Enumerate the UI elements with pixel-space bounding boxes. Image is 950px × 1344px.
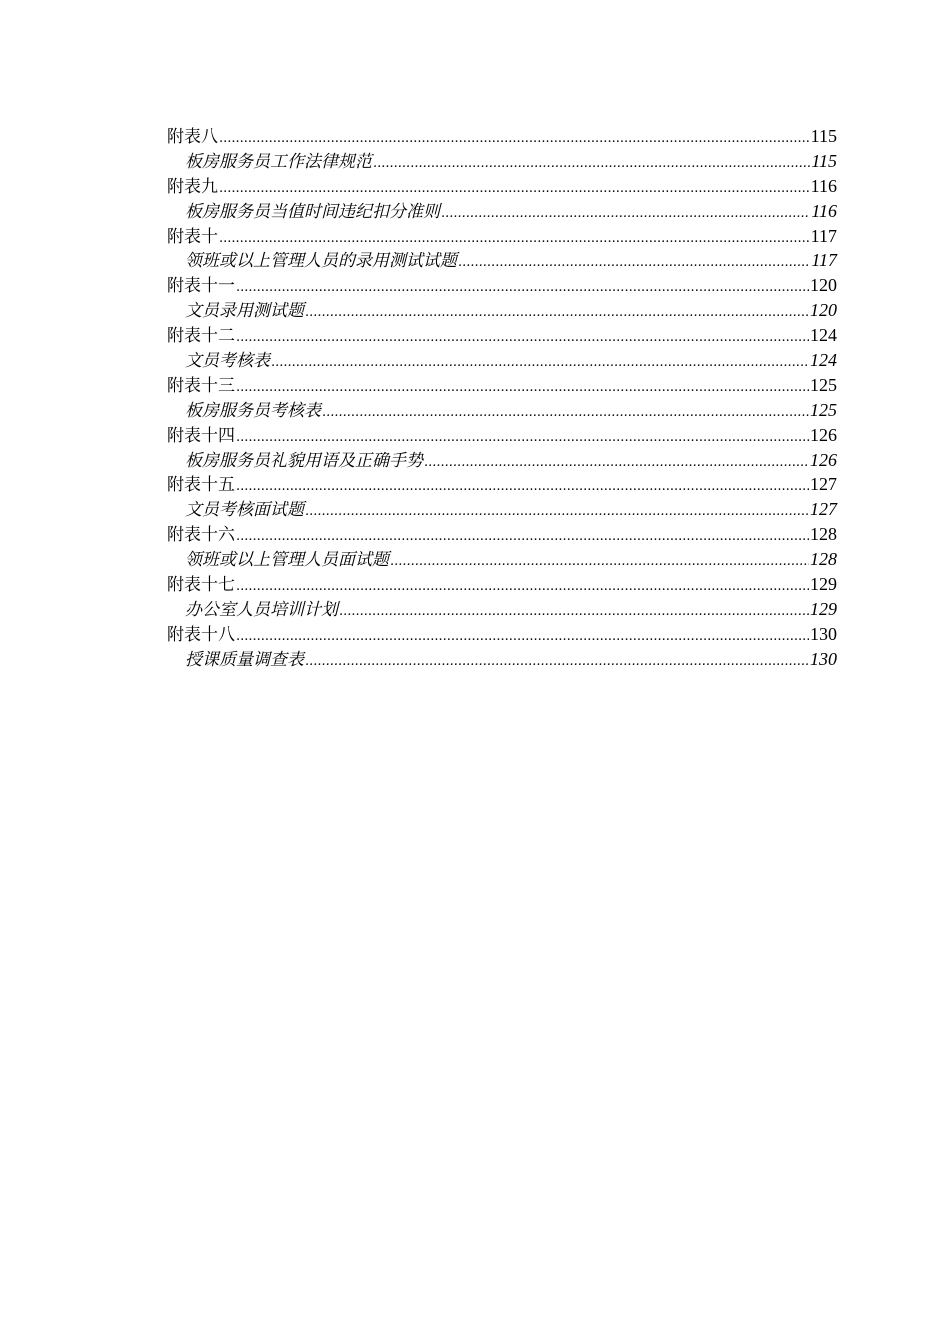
toc-entry-title: 附表十 [167,226,218,247]
toc-subentry[interactable] [167,199,837,224]
toc-page-number: 124 [810,350,837,371]
toc-page-number: 129 [810,574,837,595]
toc-entry-title: 办公室人员培训计划 [185,599,338,620]
toc-dot-leader [322,401,809,426]
toc-dot-leader [236,326,809,351]
toc-subentry[interactable] [167,547,837,572]
toc-page-number: 125 [810,374,837,395]
toc-page-number: 120 [810,275,837,296]
toc-dot-leader [390,550,809,575]
toc-page-number: 128 [810,524,837,545]
toc-dot-leader [305,650,809,675]
toc-entry-title: 附表十三 [167,375,235,396]
toc-dot-leader [236,276,809,301]
toc-entry[interactable] [167,373,837,398]
toc-page-number: 124 [810,325,837,346]
toc-entry[interactable] [167,472,837,497]
toc-entry[interactable] [167,273,837,298]
toc-dot-leader [219,177,810,202]
toc-entry-title: 文员录用测试题 [185,301,304,322]
toc-subentry[interactable] [167,647,837,672]
table-of-contents [167,124,837,672]
toc-entry-title: 附表十二 [167,326,235,347]
toc-dot-leader [219,227,810,252]
toc-dot-leader [424,451,809,476]
toc-entry-title: 附表十八 [167,624,235,645]
toc-subentry[interactable] [167,348,837,373]
toc-entry-title: 板房服务员考核表 [185,400,321,421]
toc-dot-leader [236,525,809,550]
toc-dot-leader [339,600,809,625]
toc-entry-title: 板房服务员工作法律规范 [185,151,372,172]
toc-entry[interactable] [167,323,837,348]
toc-entry[interactable] [167,124,837,149]
toc-dot-leader [373,152,810,177]
toc-subentry[interactable] [167,398,837,423]
toc-page-number: 130 [810,623,837,644]
toc-page-number: 127 [810,474,837,495]
toc-dot-leader [441,202,810,227]
toc-page-number: 126 [810,424,837,445]
toc-entry[interactable] [167,174,837,199]
toc-entry-title: 领班或以上管理人员面试题 [185,550,389,571]
toc-page-number: 128 [810,549,837,570]
toc-entry-title: 文员考核面试题 [185,500,304,521]
toc-entry-title: 领班或以上管理人员的录用测试试题 [185,251,457,272]
toc-entry-title: 附表十五 [167,475,235,496]
toc-entry-title: 附表十六 [167,525,235,546]
toc-entry-title: 附表十七 [167,575,235,596]
toc-entry-title: 附表九 [167,176,218,197]
toc-entry-title: 附表十四 [167,425,235,446]
toc-entry[interactable] [167,423,837,448]
toc-dot-leader [236,475,809,500]
toc-dot-leader [271,351,809,376]
toc-page-number: 129 [810,598,837,619]
toc-entry-title: 文员考核表 [185,351,270,372]
toc-entry-title: 授课质量调查表 [185,649,304,670]
toc-entry-title: 附表十一 [167,276,235,297]
toc-entry-title: 附表八 [167,127,218,147]
toc-dot-leader [236,625,809,650]
toc-dot-leader [305,500,809,525]
toc-entry[interactable] [167,622,837,647]
toc-page-number: 115 [810,126,837,146]
toc-dot-leader [219,127,810,152]
toc-page-number: 130 [810,648,837,669]
toc-subentry[interactable] [167,248,837,273]
toc-page-number: 127 [810,499,837,520]
toc-page-number: 117 [810,225,837,246]
toc-subentry[interactable] [167,448,837,473]
toc-dot-leader [236,426,809,451]
toc-subentry[interactable] [167,149,837,174]
toc-page-number: 125 [810,399,837,420]
toc-dot-leader [305,301,809,326]
toc-page-number: 116 [811,200,837,221]
toc-page-number: 115 [811,150,837,171]
toc-entry[interactable] [167,224,837,249]
toc-entry-title: 板房服务员当值时间违纪扣分准则 [185,201,440,222]
toc-entry[interactable] [167,572,837,597]
toc-dot-leader [458,251,810,276]
toc-subentry[interactable] [167,497,837,522]
toc-page-number: 117 [811,250,837,271]
toc-page-number: 116 [810,175,837,196]
toc-subentry[interactable] [167,298,837,323]
toc-dot-leader [236,575,809,600]
toc-entry-title: 板房服务员礼貌用语及正确手势 [185,450,423,471]
toc-page-number: 120 [810,300,837,321]
toc-page-number: 126 [810,449,837,470]
toc-subentry[interactable] [167,597,837,622]
toc-dot-leader [236,376,809,401]
toc-entry[interactable] [167,522,837,547]
